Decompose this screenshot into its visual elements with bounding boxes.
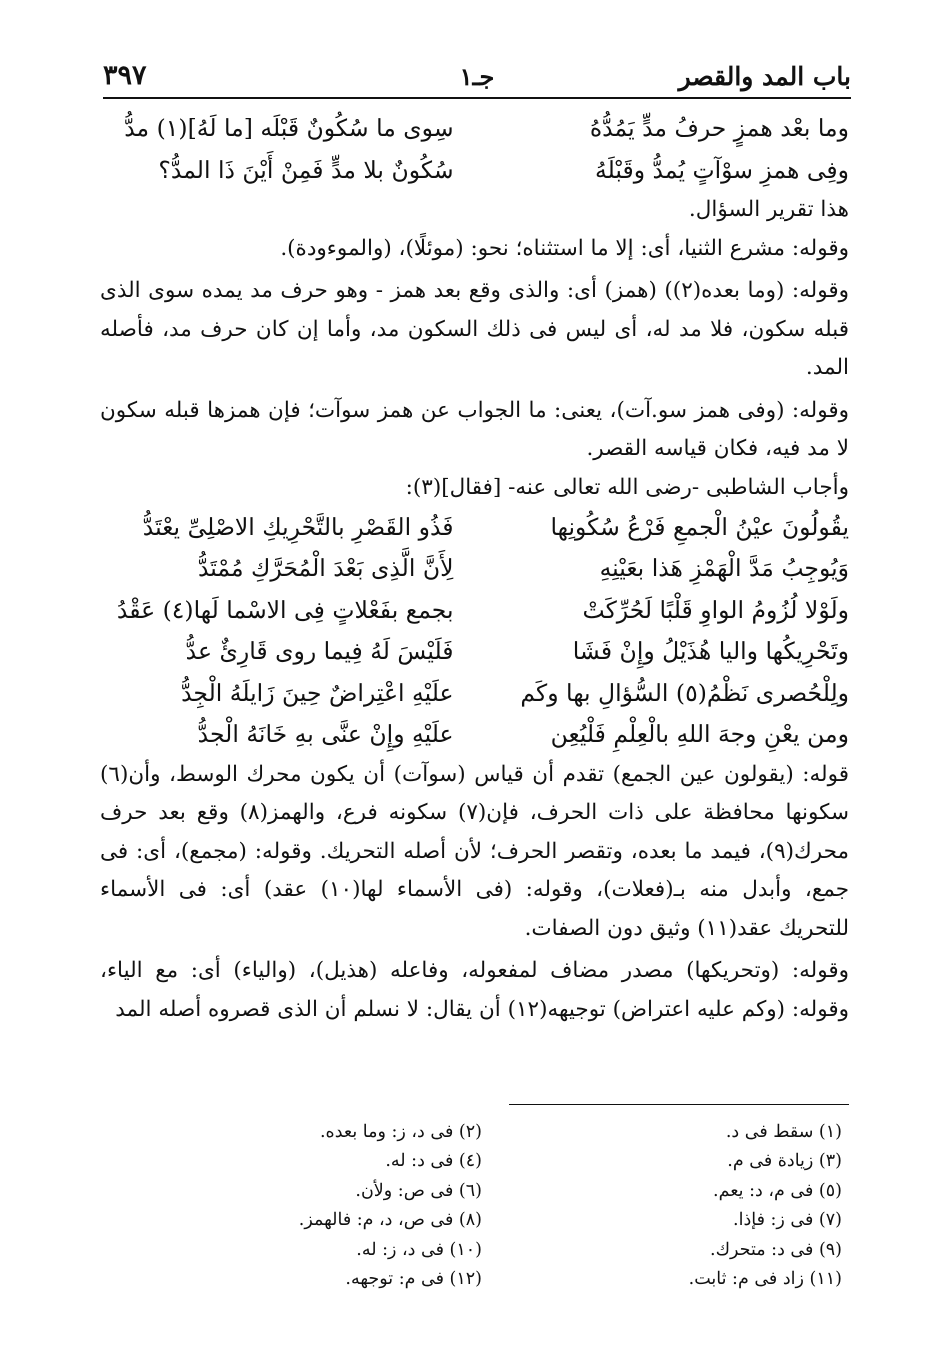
main-text <box>100 108 849 1029</box>
paragraph: هذا تقرير السؤال. <box>688 197 849 222</box>
paragraph: قوله: (يقولون عين الجمع) تقدم أن قياس (سوآت) أن يكون محرك الوسط، وأن(٦) سكونها محافظة على ذات الحرف، فإن(٧) سكونه فرع، والهمز(٨) وقع بعد حرف محرك(٩)، فيمد ما بعده، وتقصر الحرف؛ لأن أصله التحريك. وقوله: (مجمع)، أى: فى جمع، وأبدل منه بـ(فعلات)، وقوله: (فى الأسماء لها(١٠) عقد) أى: فى الأسماء للتحريك عقد(١١) وثيق دون الصفات. <box>100 761 849 941</box>
footnote-divider <box>509 1104 849 1105</box>
verse-first-hemistich: ولَوْلا لُزُومُ الواوِ قَلْبًا لَحُرِّكَتْ <box>582 595 849 624</box>
volume-label: جـ١ <box>459 62 495 91</box>
verse-line <box>100 590 849 632</box>
verse-second-hemistich: بجمع بفَعْلاتٍ فِى الاسْما لَها(٤) عَقْدُ <box>116 595 454 624</box>
verse-line <box>100 150 849 192</box>
answer-verses <box>100 507 849 756</box>
verse-first-hemistich: ولِلْحُصرى نَظْمُ(٥) السُّؤالِ بها وكَم <box>520 678 849 707</box>
verse-first-hemistich: وفِى همزِ سوْآتٍ يُمدُّ وقَبْلَهُ <box>595 155 849 184</box>
verse-second-hemistich: لِأَنَّ الَّذِى بَعْدَ الْمُحَرَّكِ مُمْتَدُّ <box>197 554 454 582</box>
verse-second-hemistich: سِوى ما سُكُونٌ قَبْلَه [ما لَهُ](١) مدُّ <box>124 114 454 142</box>
verse-line <box>100 714 849 756</box>
paragraph: وقوله: مشرع الثنيا، أى: إلا ما استثناه؛ نحو: (موئلًا)، (والموءودة). <box>280 235 849 261</box>
footnote: (٨) فى ص، د، م: فالهمز. <box>298 1210 482 1231</box>
footnotes-odd-column <box>582 1118 842 1294</box>
opening-verses <box>100 108 849 191</box>
verse-second-hemistich: علَيْهِ وإِنْ عنَّى بهِ خَانَهُ الْجدُّ <box>197 720 454 748</box>
footnote: (٦) فى ص: ولأن. <box>355 1180 482 1201</box>
verse-second-hemistich: سُكُونٌ بلا مدٍّ فَمِنْ أَيْنَ ذَا المدُّ؟ <box>158 155 454 184</box>
verse-line <box>100 673 849 715</box>
footnote: (١) سقط فى د. <box>725 1122 842 1142</box>
verse-line <box>100 507 849 549</box>
verse-first-hemistich: يقُولُونَ عيْنُ الْجمعِ فَرْعُ سُكُونِها <box>550 512 849 541</box>
running-header <box>103 58 851 98</box>
footnote: (٢) فى د، ز: وما بعده. <box>319 1122 482 1142</box>
verse-second-hemistich: فَلَيْسَ لَهُ فِيما روى قَارِئٌ عدُّ <box>185 637 454 665</box>
verse-second-hemistich: علَيْهِ اعْتِراضٌ حِينَ زَايلَهُ الْجِدُّ <box>181 678 454 707</box>
chapter-title: باب المد والقصر <box>678 62 851 91</box>
paragraph: وقوله: (وفى همز سو.آت)، يعنى: ما الجواب عن همز سوآت؛ فإن همزها قبله سكون لا مد فيه، فكان قياسه القصر. <box>100 397 849 461</box>
verse-line <box>100 631 849 673</box>
footnotes-even-column <box>162 1118 482 1294</box>
footnote: (١١) زاد فى م: ثابت. <box>688 1269 842 1290</box>
verse-line <box>100 548 849 590</box>
footnote: (٧) فى ز: فإذا. <box>733 1210 842 1231</box>
answer-intro: وأجاب الشاطبى -رضى الله تعالى عنه- [فقال](٣): <box>405 474 849 500</box>
verse-second-hemistich: فَذُو القَصْرِ بالتَّحْرِيكِ الاصْلِىِّ يعْتَدُّ <box>142 512 454 541</box>
verse-first-hemistich: وَيُوجِبُ مَدَّ الْهَمْزِ هَذا بعَيْنِهِ <box>599 554 849 582</box>
paragraph: وقوله: (وتحريكها) مصدر مضاف لمفعوله، وفاعله (هذيل)، (والياء) أى: مع الياء، وقوله: (وكم عليه اعتراض) توجيهه(١٢) أن يقال: لا نسلم أن الذى قصروه أصله المد <box>100 958 849 1022</box>
verse-line <box>100 108 849 150</box>
footnote: (١٢) فى م: توجهه. <box>345 1269 482 1290</box>
verse-first-hemistich: وتَحْرِيكُها واليا هُذَيْلُ وإِنْ فَشَا <box>572 637 849 665</box>
footnote: (٥) فى م، د: يعم. <box>713 1180 842 1201</box>
footnote: (١٠) فى د، ز: له. <box>356 1239 482 1260</box>
footnote: (٤) فى د: له. <box>385 1151 482 1172</box>
verse-first-hemistich: ومن يعْنِ وجهَ اللهِ بالْعِلْمِ فَلْيُعِن <box>550 720 849 748</box>
verse-first-hemistich: وما بعْد همزٍ حرفُ مدٍّ يَمُدُّهُ <box>589 114 849 142</box>
footnote: (٩) فى د: متحرك. <box>710 1239 842 1260</box>
footnote: (٣) زيادة فى م. <box>727 1151 842 1172</box>
page-number: ٣٩٧ <box>103 60 147 91</box>
paragraph: وقوله: (وما بعده(٢)) (همز) أى: والذى وقع بعد همز - وهو حرف مد يمده سوى الذى قبله سكون، فلا مد له، أى ليس فى ذلك السكون مد، وأما إن كان حرف مد، فأصله المد. <box>100 278 849 380</box>
header-divider <box>103 97 851 99</box>
